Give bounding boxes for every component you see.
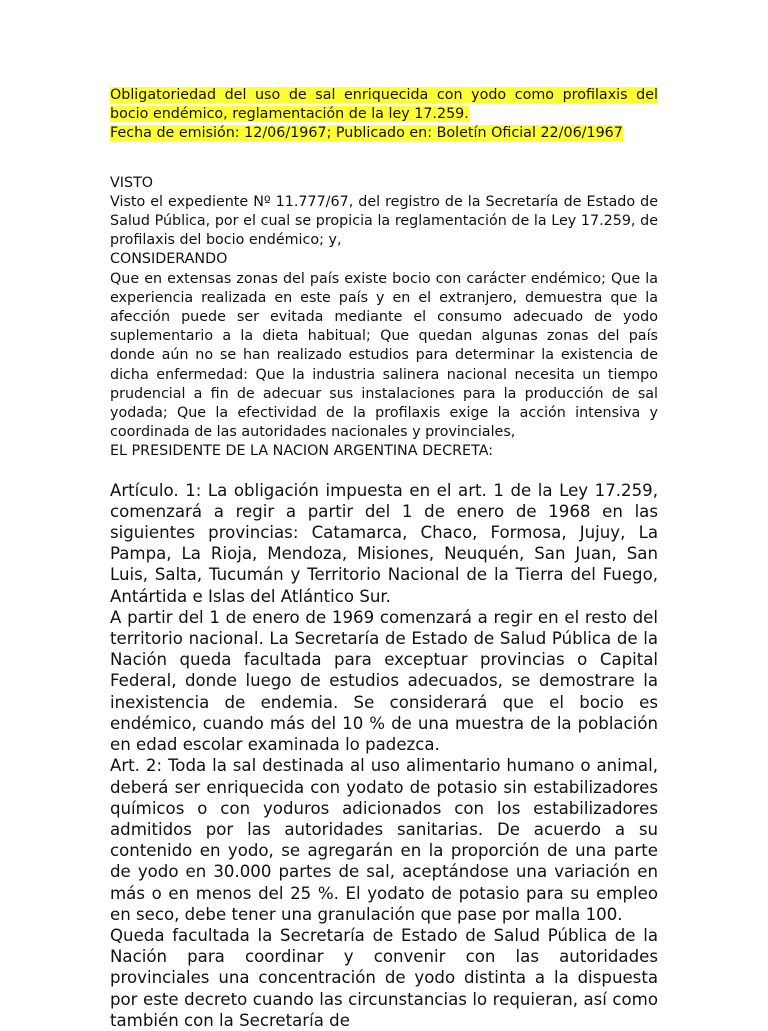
considerando-text: Que en extensas zonas del país existe bocio con carácter endémico; Que la experiencia realizada en este país y en el extranjero, demuestra que la afección puede ser evitada mediante el consumo adecuado de yodo suplementario a la dieta habitual; Que quedan algunas zonas del país donde aún no se han realizado estudios para determinar la existencia de dicha enfermedad: Que la industria salinera nacional necesita un tiempo prudencial a fin de adecuar sus instalaciones para la producción de sal yodada; Que la efectividad de la profilaxis exige la acción intensiva y coordinada de las autoridades nacionales y provinciales, xyxy=(110,270,658,441)
document-title xyxy=(110,86,658,144)
decreta-line: EL PRESIDENTE DE LA NACION ARGENTINA DECRETA: xyxy=(110,443,494,460)
visto-heading: VISTO xyxy=(110,174,154,191)
article-1: Artículo. 1: La obligación impuesta en el art. 1 de la Ley 17.259, comenzará a regir a partir del 1 de enero de 1968 en las siguientes provincias: Catamarca, Chaco, Formosa, Jujuy, La Pampa, La Rioja, Mendoza, Misiones, Neuquén, San Juan, San Luis, Salta, Tucumán y Territorio Nacional de la Tierra del Fuego, Antártida e Islas del Atlántico Sur. xyxy=(110,480,658,606)
visto-text: Visto el expediente Nº 11.777/67, del registro de la Secretaría de Estado de Salud Pública, por el cual se propicia la reglamentación de la Ley 17.259, de profilaxis del bocio endémico; y, xyxy=(110,193,658,249)
preamble xyxy=(110,174,658,462)
article-2: Art. 2: Toda la sal destinada al uso alimentario humano o animal, deberá ser enriquecida con yodato de potasio sin estabilizadores químicos o con yoduros adicionados con los estabilizadores admitidos por las autoridades sanitarias. De acuerdo a su contenido en yodo, se agregarán en la proporción de una parte de yodo en 30.000 partes de sal, aceptándose una variación en más o en menos del 25 %. El yodato de potasio para su empleo en seco, debe tener una granulación que pase por malla 100. xyxy=(110,756,658,924)
document-page xyxy=(110,86,658,1031)
articles-body xyxy=(110,480,658,1031)
title-line-2: Fecha de emisión: 12/06/1967; Publicado en: Boletín Oficial 22/06/1967 xyxy=(110,125,623,142)
article-2-paragraph-2: Queda facultada la Secretaría de Estado de Salud Pública de la Nación para coordinar y convenir con las autoridades provinciales una concentración de yodo distinta a la dispuesta por este decreto cuando las circunstancias lo requieran, así como también con la Secretaría de xyxy=(110,925,658,1030)
considerando-heading: CONSIDERANDO xyxy=(110,251,228,268)
title-line-1: Obligatoriedad del uso de sal enriquecida con yodo como profilaxis del bocio endémico, reglamentación de la ley 17.259. xyxy=(110,87,658,123)
article-1-paragraph-2: A partir del 1 de enero de 1969 comenzará a regir en el resto del territorio nacional. La Secretaría de Estado de Salud Pública de la Nación queda facultada para exceptuar provincias o Capital Federal, donde luego de estudios adecuados, se demostrare la inexistencia de endemia. Se considerará que el bocio es endémico, cuando más del 10 % de una muestra de la población en edad escolar examinada lo padezca. xyxy=(110,607,658,755)
